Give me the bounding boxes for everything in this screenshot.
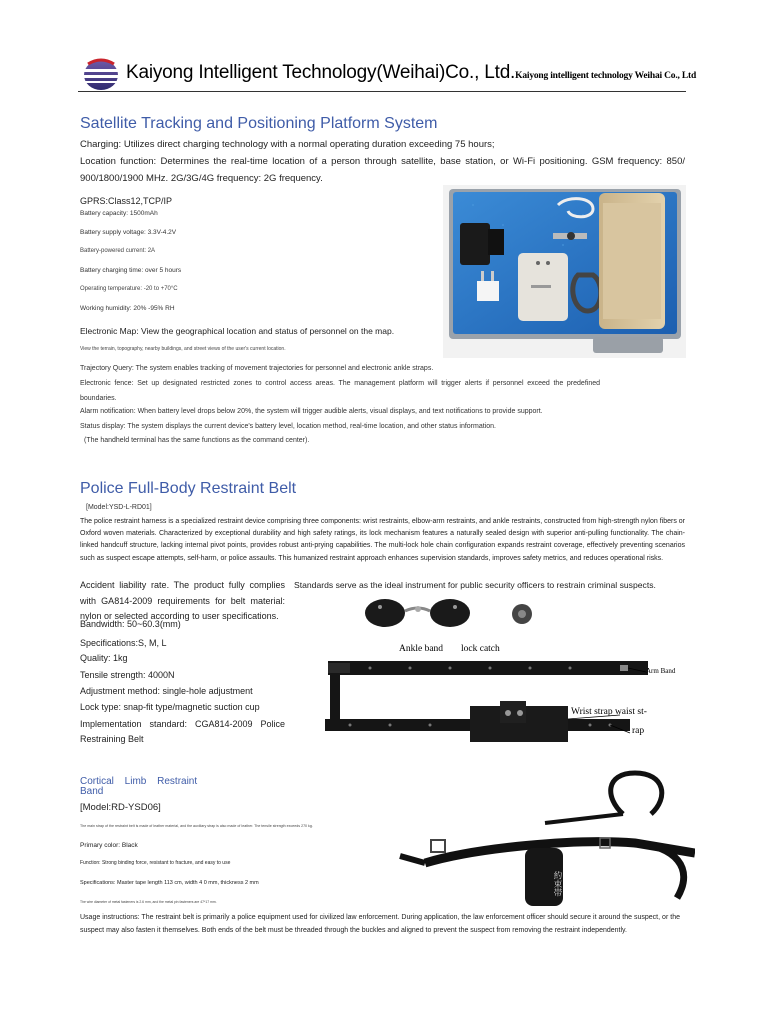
charging-text: Charging: Utilizes direct charging technology with a normal operating duration exceeding 75 hours; (80, 139, 495, 150)
label-wrist-waist-strap-cont: rap (632, 726, 645, 736)
implementation-text: Implementation standard: CGA814-2009 Police Restraining Belt (80, 719, 285, 744)
spec-item: Battery charging time: over 5 hours (80, 267, 182, 274)
material-text: The main strap of the restraint belt is made of leather material, and the auxiliary strap is also made of leather. The tensile strength exceeds 270 kg. (80, 824, 313, 828)
specifications-text: Specifications:S, M, L (80, 638, 167, 648)
adjustment-text: Adjustment method: single-hole adjustment (80, 686, 253, 696)
label-arm-band: Arm Band (646, 667, 676, 675)
status-text: Status display: The system displays the current device's battery level, location method, real-time location, and other status information. (80, 423, 496, 430)
tensile-text: Tensile strength: 4000N (80, 670, 175, 680)
wire-text: The wire diameter of metal fasteners is 2.6 mm, and the metal pin fasteners are 47*17 mm. (80, 900, 217, 904)
trajectory-text: Trajectory Query: The system enables tracking of movement trajectories for personnel and electronic ankle straps. (80, 365, 434, 372)
label-lock-catch: lock catch (461, 644, 500, 654)
quality-text: Quality: 1kg (80, 653, 128, 663)
map-note: View the terrain, topography, nearby buildings, and street views of the user's current location. (80, 346, 286, 352)
restraint-description: The police restraint harness is a specialized restraint device comprising three components: wrist restraints, elbow-arm restraints, and ankle restraints, constructed from high-strength nylon fibers or Oxford woven materials. Characterized by exceptional durability and high safety ratings, its lock mechanism features a naturally sealed design with superior anti-pulling functionality. The chain-linked handcuff structure, lacking internal pivot points, provides robust anti-prying capabilities. The multi-lock hole chain configuration expands restraint coverage, effectively preventing scenarios such as suspect escape attempts, self-harm, or police assaults. This humanized restraint approach enhances supervision standards, improves safety metrics, and reduces operational risks. (80, 518, 685, 562)
electronic-map-text: Electronic Map: View the geographical location and status of personnel on the map. (80, 326, 395, 336)
spec-item: Battery-powered current: 2A (80, 248, 156, 254)
header-divider (78, 91, 686, 92)
spec-item: Operating temperature: -20 to +70°C (80, 286, 178, 292)
accident-text: Accident liability rate. The product fully complies with GA814-2009 requirements for belt material: nylon or selected according to user specifications. (80, 580, 285, 621)
spec-item: Working humidity: 20% -95% RH (80, 305, 175, 312)
section-title-restraint-belt: Police Full-Body Restraint Belt (80, 480, 297, 497)
company-name-small: Kaiyong intelligent technology Weihai Co., Ltd (515, 71, 697, 81)
alarm-text: Alarm notification: When battery level drops below 20%, the system will trigger audible alerts, visual displays, and text notifications to provide support. (80, 408, 543, 415)
label-ankle-band: Ankle band (399, 644, 444, 654)
usage-instructions: Usage instructions: The restraint belt is primarily a police equipment used for civilized law enforcement. During application, the law enforcement officer should secure it around the suspect, or the suspect may also fasten it themselves. Both ends of the belt must be threaded through the buckles and aligned to prevent the suspect from removing the restraint independently. (80, 914, 680, 935)
spec-item: Battery supply voltage: 3.3V-4.2V (80, 229, 177, 236)
restraint-belt-photo (310, 595, 690, 745)
handheld-text: (The handheld terminal has the same functions as the command center). (84, 437, 310, 444)
specs-text-rd: Specifications: Master tape length 113 cm, width 4 0 mm, thickness 2 mm (80, 880, 259, 886)
battery-spec-list (80, 210, 440, 324)
section-title-cortical-band: Cortical Limb Restraint (80, 776, 198, 787)
section-title-satellite: Satellite Tracking and Positioning Platform System (80, 115, 438, 132)
pouch-label: 約束帯 (553, 871, 563, 897)
location-text: Location function: Determines the real-time location of a person through satellite, base station, or Wi-Fi positioning. GSM frequency: 850/ 900/1800/1900 MHz. 2G/3G/4G frequency: 2G frequency. (80, 156, 685, 184)
label-wrist-waist-strap: Wrist strap waist st- (571, 707, 647, 717)
fence-text: Electronic fence: Set up designated restricted zones to control access areas. The management platform will trigger alerts if personnel exceed the predefined boundaries. (80, 380, 600, 402)
company-name: Kaiyong Intelligent Technology(Weihai)Co., Ltd. (126, 62, 516, 83)
bandwidth-text: Bandwidth: 50~60.3(mm) (80, 619, 181, 629)
gprs-text: GPRS:Class12,TCP/IP (80, 196, 173, 206)
section-title-cortical-band-cont: Band (80, 786, 104, 797)
company-logo (82, 58, 120, 92)
model-label: [Model:YSD-L-RD01] (86, 504, 152, 511)
spec-item: Battery capacity: 1500mAh (80, 210, 158, 217)
color-text: Primary color: Black (80, 842, 138, 849)
model-label-rd: [Model:RD-YSD06] (80, 802, 161, 813)
standards-text: Standards serve as the ideal instrument for public security officers to restrain criminal suspects. (294, 580, 656, 590)
company-header (126, 62, 696, 84)
lock-type-text: Lock type: snap-fit type/magnetic suction cup (80, 702, 260, 712)
tracking-device-case-photo (443, 185, 686, 358)
function-text: Function: Strong binding force, resistant to fracture, and easy to use (80, 860, 231, 866)
